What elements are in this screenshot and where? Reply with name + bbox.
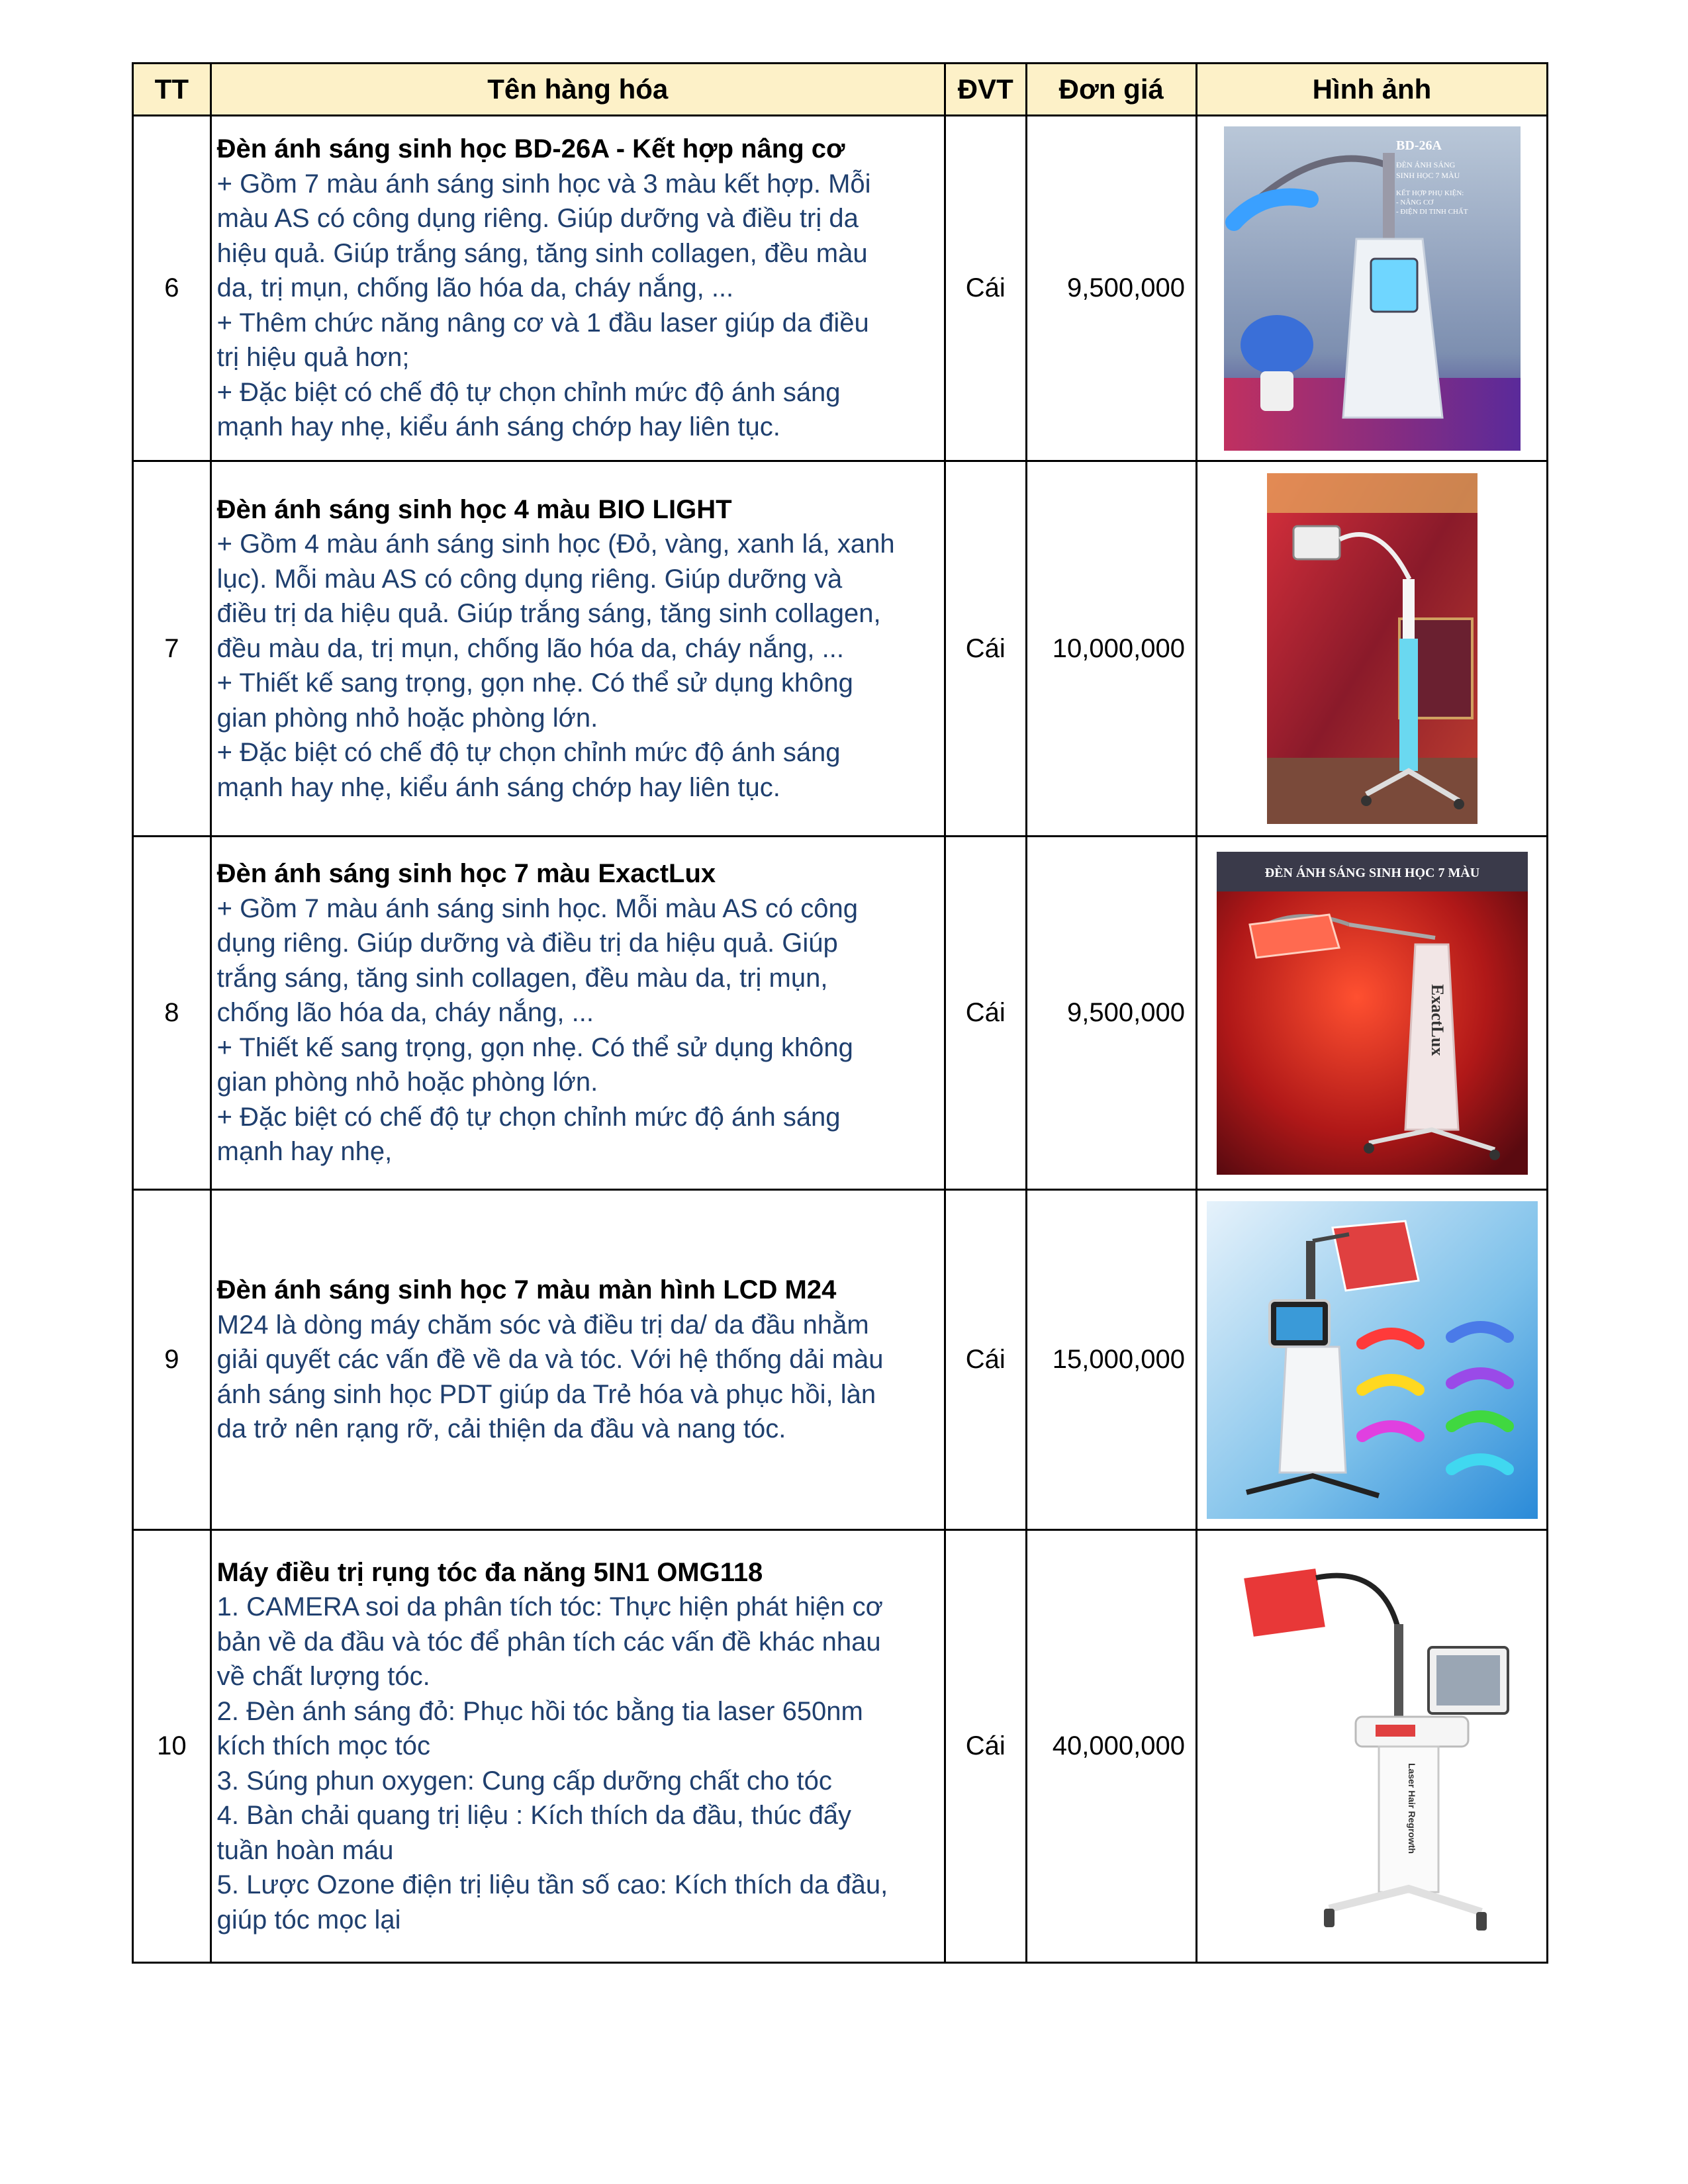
- header-name: Tên hàng hóa: [211, 64, 945, 116]
- description-line: + Thiết kế sang trọng, gọn nhẹ. Có thể sử dụng không: [216, 1032, 853, 1062]
- unit-cell: Cái: [945, 837, 1026, 1190]
- unit-cell: Cái: [945, 1190, 1026, 1530]
- description-line: trị hiệu quả hơn;: [216, 343, 410, 373]
- description-line: + Thêm chức năng nâng cơ và 1 đầu laser giúp da điều: [216, 308, 869, 338]
- price-table: [132, 62, 1548, 1964]
- price-cell: 9,500,000: [1026, 116, 1196, 461]
- omg118-device-photo: [1217, 1551, 1528, 1942]
- description-line: + Đặc biệt có chế độ tự chọn chỉnh mức độ ánh sáng: [216, 738, 841, 768]
- description-line: hiệu quả. Giúp trắng sáng, tăng sinh collagen, đều màu: [216, 238, 868, 268]
- product-description: [211, 1530, 945, 1963]
- description-line: 4. Bàn chải quang trị liệu : Kích thích da đầu, thúc đẩy: [216, 1801, 852, 1831]
- price-cell: 10,000,000: [1026, 461, 1196, 837]
- product-description: [211, 116, 945, 461]
- header-price: Đơn giá: [1026, 64, 1196, 116]
- description-line: da trở nên rạng rỡ, cải thiện da đầu và nang tóc.: [216, 1414, 786, 1444]
- description-line: gian phòng nhỏ hoặc phòng lớn.: [216, 1068, 598, 1097]
- product-title: Máy điều trị rụng tóc đa năng 5IN1 OMG118: [216, 1557, 763, 1587]
- header-unit: ĐVT: [945, 64, 1026, 116]
- image-label: - NÂNG CƠ: [1395, 198, 1433, 206]
- header-tt: TT: [133, 64, 211, 116]
- description-line: mạnh hay nhẹ, kiểu ánh sáng chớp hay liên tục.: [216, 772, 780, 802]
- description-line: 3. Súng phun oxygen: Cung cấp dưỡng chất cho tóc: [216, 1766, 832, 1796]
- price-cell: 15,000,000: [1026, 1190, 1196, 1530]
- table-row: [133, 116, 1548, 461]
- image-brand: ExactLux: [1427, 983, 1447, 1056]
- description-line: mạnh hay nhẹ, kiểu ánh sáng chớp hay liên tục.: [216, 412, 780, 442]
- description-line: + Thiết kế sang trọng, gọn nhẹ. Có thể sử dụng không: [216, 668, 853, 698]
- description-line: + Gồm 4 màu ánh sáng sinh học (Đỏ, vàng, xanh lá, xanh: [216, 529, 895, 559]
- image-label: BD-26A: [1395, 138, 1442, 153]
- description-line: màu AS có công dụng riêng. Giúp dưỡng và điều trị da: [216, 204, 859, 234]
- product-description: [211, 837, 945, 1190]
- table-row: [133, 1530, 1548, 1963]
- description-line: 2. Đèn ánh sáng đỏ: Phục hồi tóc bằng tia laser 650nm: [216, 1696, 863, 1726]
- table-row: [133, 1190, 1548, 1530]
- product-description: [211, 1190, 945, 1530]
- image-side-label: Laser Hair Regrowth: [1406, 1762, 1417, 1854]
- description-line: kích thích mọc tóc: [216, 1731, 430, 1761]
- image-label: SINH HỌC 7 MÀU: [1395, 170, 1460, 180]
- description-line: giúp tóc mọc lại: [216, 1905, 401, 1934]
- row-number: 6: [133, 116, 211, 461]
- description-line: chống lão hóa da, cháy nắng, ...: [216, 998, 594, 1028]
- row-number: 9: [133, 1190, 211, 1530]
- image-cell: [1197, 1530, 1548, 1963]
- description-line: giải quyết các vấn đề về da và tóc. Với hệ thống dải màu: [216, 1345, 884, 1375]
- product-title: Đèn ánh sáng sinh học 7 màu màn hình LCD M24: [216, 1275, 837, 1305]
- bd26a-device-photo: [1224, 126, 1521, 451]
- table-row: [133, 461, 1548, 837]
- row-number: 10: [133, 1530, 211, 1963]
- description-line: về chất lượng tóc.: [216, 1662, 430, 1692]
- description-line: trắng sáng, tăng sinh collagen, đều màu da, trị mụn,: [216, 963, 828, 993]
- description-line: tuần hoàn máu: [216, 1835, 394, 1865]
- image-cell: [1197, 116, 1548, 461]
- image-cell: [1197, 837, 1548, 1190]
- description-line: điều trị da hiệu quả. Giúp trắng sáng, tăng sinh collagen,: [216, 599, 881, 629]
- image-label: ĐÈN ÁNH SÁNG: [1395, 159, 1455, 169]
- description-line: 1. CAMERA soi da phân tích tóc: Thực hiện phát hiện cơ: [216, 1592, 883, 1622]
- description-line: + Đặc biệt có chế độ tự chọn chỉnh mức độ ánh sáng: [216, 377, 841, 407]
- product-title: Đèn ánh sáng sinh học BD-26A - Kết hợp nâng cơ: [216, 134, 845, 164]
- image-cell: [1197, 1190, 1548, 1530]
- description-line: bản về da đầu và tóc để phân tích các vấn đề khác nhau: [216, 1627, 881, 1657]
- description-line: M24 là dòng máy chăm sóc và điều trị da/ da đầu nhằm: [216, 1310, 869, 1340]
- image-label: - ĐIỆN DI TINH CHẤT: [1395, 207, 1468, 216]
- price-cell: 9,500,000: [1026, 837, 1196, 1190]
- image-caption: ĐÈN ÁNH SÁNG SINH HỌC 7 MÀU: [1264, 865, 1479, 880]
- unit-cell: Cái: [945, 116, 1026, 461]
- image-label: KẾT HỢP PHỤ KIỆN:: [1395, 189, 1464, 197]
- m24-device-photo: [1207, 1201, 1538, 1519]
- description-line: + Gồm 7 màu ánh sáng sinh học và 3 màu kết hợp. Mỗi: [216, 169, 871, 199]
- description-line: + Gồm 7 màu ánh sáng sinh học. Mỗi màu AS có công: [216, 893, 858, 923]
- description-line: gian phòng nhỏ hoặc phòng lớn.: [216, 703, 598, 733]
- description-line: mạnh hay nhẹ,: [216, 1137, 393, 1167]
- description-line: + Đặc biệt có chế độ tự chọn chỉnh mức độ ánh sáng: [216, 1102, 841, 1132]
- product-description: [211, 461, 945, 837]
- description-line: lục). Mỗi màu AS có công dụng riêng. Giúp dưỡng và: [216, 564, 843, 594]
- table-header-row: [133, 64, 1548, 116]
- price-cell: 40,000,000: [1026, 1530, 1196, 1963]
- description-line: ánh sáng sinh học PDT giúp da Trẻ hóa và phục hồi, làn: [216, 1379, 876, 1409]
- description-line: 5. Lược Ozone điện trị liệu tần số cao: Kích thích da đầu,: [216, 1870, 888, 1900]
- description-line: dụng riêng. Giúp dưỡng và điều trị da hiệu quả. Giúp: [216, 929, 838, 958]
- description-line: đều màu da, trị mụn, chống lão hóa da, cháy nắng, ...: [216, 633, 844, 663]
- row-number: 8: [133, 837, 211, 1190]
- description-line: da, trị mụn, chống lão hóa da, cháy nắng, ...: [216, 273, 734, 303]
- bio-light-device-photo: [1267, 473, 1477, 824]
- exactlux-device-photo: [1217, 852, 1528, 1175]
- header-image: Hình ảnh: [1197, 64, 1548, 116]
- unit-cell: Cái: [945, 1530, 1026, 1963]
- unit-cell: Cái: [945, 461, 1026, 837]
- row-number: 7: [133, 461, 211, 837]
- image-cell: [1197, 461, 1548, 837]
- product-title: Đèn ánh sáng sinh học 4 màu BIO LIGHT: [216, 494, 732, 524]
- product-title: Đèn ánh sáng sinh học 7 màu ExactLux: [216, 859, 716, 889]
- table-row: [133, 837, 1548, 1190]
